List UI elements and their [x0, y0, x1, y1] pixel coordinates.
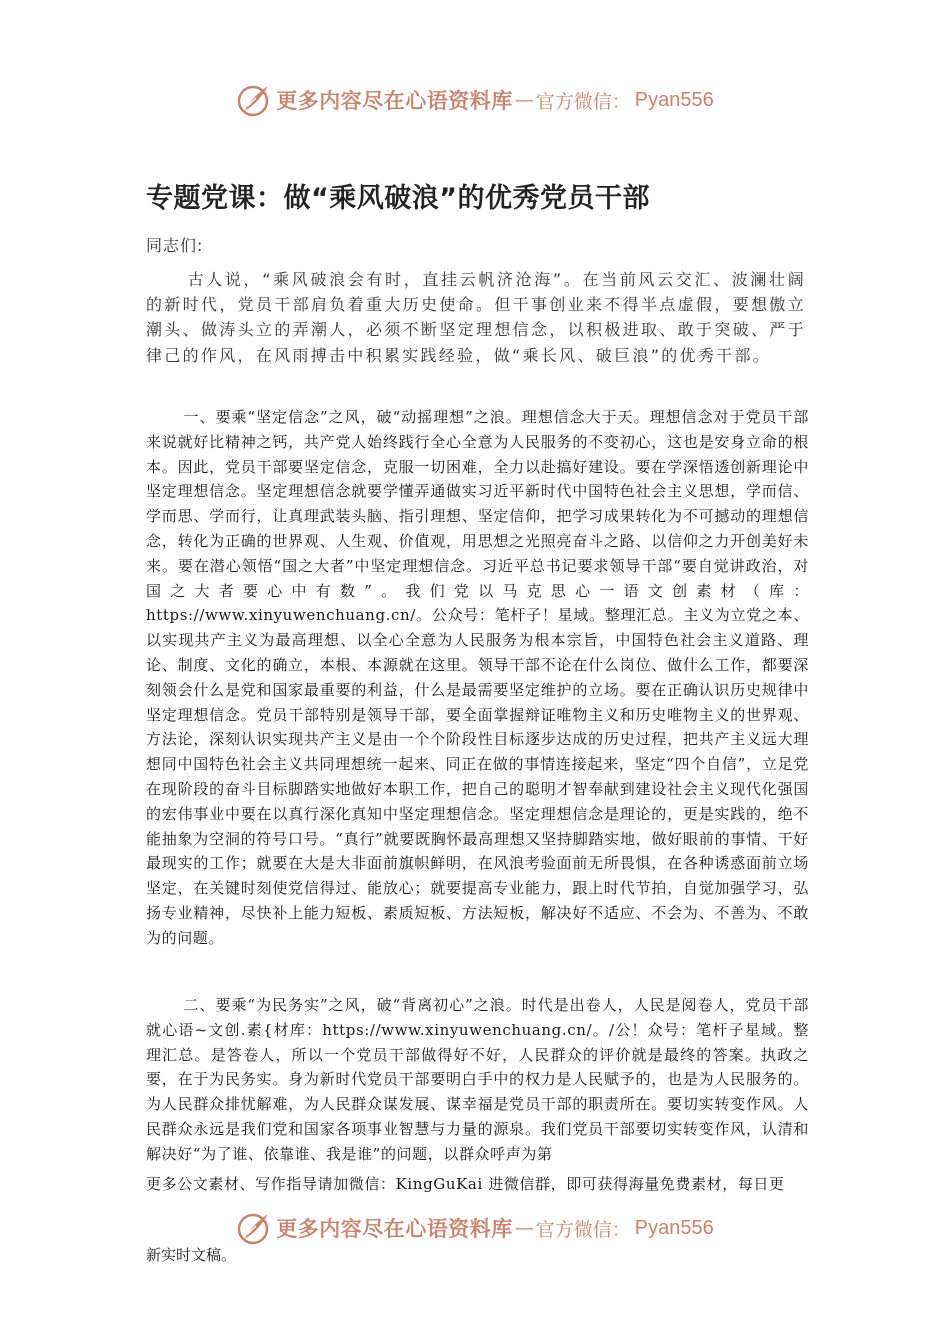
watermark-wechat-id: Pyan556 — [634, 88, 714, 111]
document-title: 专题党课：做“乘风破浪”的优秀党员干部 — [146, 183, 650, 214]
salutation: 同志们: — [146, 236, 204, 255]
footer-end: 新实时文稿。 — [146, 1246, 237, 1264]
watermark-banner-top — [0, 82, 950, 118]
section-two-paragraph: 二、要乘“为民务实”之风，破“背离初心”之浪。时代是出卷人，人民是阅卷人，党员干部就心语~文创.素{材库：https://www.xinyuwenchuang.cn/。/公！众号：笔杆子星域。整理汇总。是答卷人，所以一个党员干部做得好不好，人民群众的评价就是最终的答案。执政之要，在于为民务实。身为新时代党员干部要明白手中的权力是人民赋予的，也是为人民服务的。为人民群众排忧解难，为人民群众谋发展、谋幸福是党员干部的职责所在。要切实转变作风。人民群众永远是我们党和国家各项事业智慧与力量的源泉。我们党员干部要切实转变作风，认清和解决好“为了谁、依靠谁、我是谁”的问题，以群众呼声为第 — [146, 996, 809, 1163]
watermark-banner-bottom — [0, 1210, 950, 1246]
intro-paragraph: 古人说，“乘风破浪会有时，直挂云帆济沧海”。在当前风云交汇、波澜壮阔的新时代，党员干部肩负着重大历史使命。但干事创业来不得半点虚假，要想傲立潮头、做涛头立的弄潮人，必须不断坚定理想信念，以积极进取、敢于突破、严于律己的作风，在风雨搏击中积累实践经验，做“乘长风、破巨浪”的优秀干部。 — [146, 270, 806, 365]
feather-logo-icon — [236, 1210, 272, 1246]
watermark-separator: — — [514, 1217, 534, 1239]
watermark-wechat-label: 官方微信： — [535, 1218, 631, 1241]
feather-logo-icon — [236, 82, 272, 118]
watermark-text: 更多内容尽在心语资料库 — [276, 88, 513, 113]
watermark-wechat-id: Pyan556 — [634, 1216, 714, 1239]
watermark-wechat-label: 官方微信： — [535, 90, 631, 113]
section-one-paragraph: 一、要乘“坚定信念”之风，破“动摇理想”之浪。理想信念大于天。理想信念对于党员干部来说就好比精神之钙，共产党人始终践行全心全意为人民服务的不变初心，这也是安身立命的根本。因此，党员干部要坚定信念，克服一切困难，全力以赴搞好建设。要在学深悟透创新理论中坚定理想信念。坚定理想信念就要学懂弄通做实习近平新时代中国特色社会主义思想，学而信、学而思、学而行，让真理武装头脑、指引理想、坚定信仰，把学习成果转化为不可撼动的理想信念，转化为正确的世界观、人生观、价值观，用思想之光照亮奋斗之路、以信仰之力开创美好未来。要在潜心领悟“国之大者”中坚定理想信念。习近平总书记要求领导干部“要自觉讲政治，对国之大者要心中有数”。我们党以马克思心一语文创素材（库：https://www.xinyuwenchuang.cn/。公众号：笔杆子！星域。整理汇总。主义为立党之本、以实现共产主义为最高理想、以全心全意为人民服务为根本宗旨，中国特色社会主义道路、理论、制度、文化的确立，本根、本源就在这里。领导干部不论在什么岗位、做什么工作，都要深刻领会什么是党和国家最重要的利益，什么是最需要坚定维护的立场。要在正确认识历史规律中坚定理想信念。党员干部特别是领导干部，要全面掌握辩证唯物主义和历史唯物主义的世界观、方法论，深刻认识实现共产主义是由一个个阶段性目标逐步达成的历史过程，把共产主义远大理想同中国特色社会主义共同理想统一起来、同正在做的事情连接起来，坚定“四个自信”，立足党在现阶段的奋斗目标脚踏实地做好本职工作，把自己的聪明才智奉献到建设社会主义现代化强国的宏伟事业中要在以真行深化真知中坚定理想信念。坚定理想信念是理论的，更是实践的，绝不能抽象为空洞的符号口号。“真行”就要既胸怀最高理想又坚持脚踏实地，做好眼前的事情、干好最现实的工作；就要在大是大非面前旗帜鲜明，在风浪考验面前无所畏惧，在各种诱惑面前立场坚定，在关键时刻使党信得过、能放心；就要提高专业能力，跟上时代节拍，自觉加强学习，弘扬专业精神，尽快补上能力短板、素质短板、方法短板，解决好不适应、不会为、不善为、不敢为的问题。 — [146, 408, 809, 947]
watermark-separator: — — [514, 89, 534, 111]
footer-note: 更多公文素材、写作指导请加微信：KingGuKai 进微信群，即可获得海量免费素材，每日更 — [146, 1175, 785, 1193]
watermark-text: 更多内容尽在心语资料库 — [276, 1216, 513, 1241]
